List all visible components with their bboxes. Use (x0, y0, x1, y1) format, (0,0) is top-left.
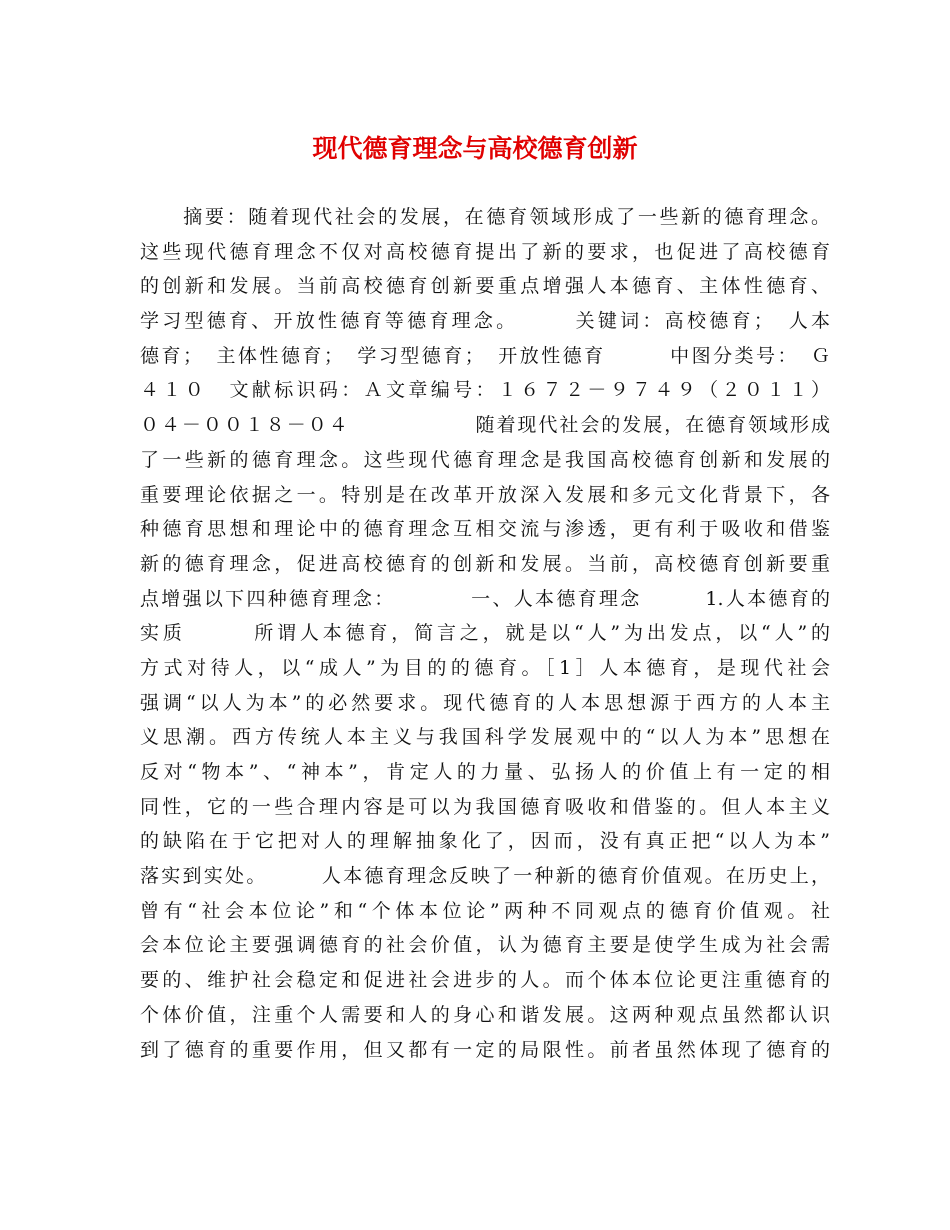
document-title: 现代德育理念与高校德育创新 (312, 134, 638, 163)
body-line: 学习型德育、开放性德育等德育理念。 关键词：高校德育； 人本 (140, 310, 830, 333)
body-line: 要的、维护社会稳定和促进社会进步的人。而个体本位论更注重德育的 (140, 969, 830, 992)
body-line: 曾有“社会本位论”和“个体本位论”两种不同观点的德育价值观。社 (140, 899, 830, 922)
document-body (140, 200, 830, 1067)
body-line: 了一些新的德育理念。这些现代德育理念是我国高校德育创新和发展的 (140, 448, 830, 471)
body-line: 的创新和发展。当前高校德育创新要重点增强人本德育、主体性德育、 (140, 275, 830, 298)
body-line: ４１０ 文献标识码：Ａ文章编号：１６７２－９７４９（２０１１） (140, 379, 830, 402)
body-line: 同性，它的一些合理内容是可以为我国德育吸收和借鉴的。但人本主义 (140, 795, 830, 818)
body-line: 义思潮。西方传统人本主义与我国科学发展观中的“以人为本”思想在 (140, 726, 830, 749)
body-line: 落实到实处。 人本德育理念反映了一种新的德育价值观。在历史上， (140, 865, 830, 888)
body-line: 德育； 主体性德育； 学习型德育； 开放性德育 中图分类号： Ｇ (140, 344, 830, 367)
body-line: 这些现代德育理念不仅对高校德育提出了新的要求，也促进了高校德育 (140, 240, 830, 263)
body-line: 重要理论依据之一。特别是在改革开放深入发展和多元文化背景下，各 (140, 483, 830, 506)
body-line: 的缺陷在于它把对人的理解抽象化了，因而，没有真正把“以人为本” (140, 830, 830, 853)
body-line: 点增强以下四种德育理念： 一、人本德育理念 1.人本德育的 (140, 587, 830, 610)
body-line: 反对“物本”、“神本”，肯定人的力量、弘扬人的价值上有一定的相 (140, 761, 830, 783)
body-line: 新的德育理念，促进高校德育的创新和发展。当前，高校德育创新要重 (140, 552, 830, 575)
body-line: 摘要：随着现代社会的发展，在德育领域形成了一些新的德育理念。 (140, 206, 830, 228)
body-line: 强调“以人为本”的必然要求。现代德育的人本思想源于西方的人本主 (140, 691, 830, 714)
body-line: 到了德育的重要作用，但又都有一定的局限性。前者虽然体现了德育的 (140, 1038, 830, 1061)
body-line: ０４－００１８－０４ 随着现代社会的发展，在德育领域形成 (140, 414, 830, 437)
body-line: 实质 所谓人本德育，简言之，就是以“人”为出发点，以“人”的 (140, 622, 830, 645)
body-line: 种德育思想和理论中的德育理念互相交流与渗透，更有利于吸收和借鉴 (140, 518, 830, 541)
body-line: 个体价值，注重个人需要和人的身心和谐发展。这两种观点虽然都认识 (140, 1003, 830, 1026)
body-line: 会本位论主要强调德育的社会价值，认为德育主要是使学生成为社会需 (140, 934, 830, 957)
body-line: 方式对待人，以“成人”为目的的德育。［1］人本德育，是现代社会 (140, 656, 830, 679)
